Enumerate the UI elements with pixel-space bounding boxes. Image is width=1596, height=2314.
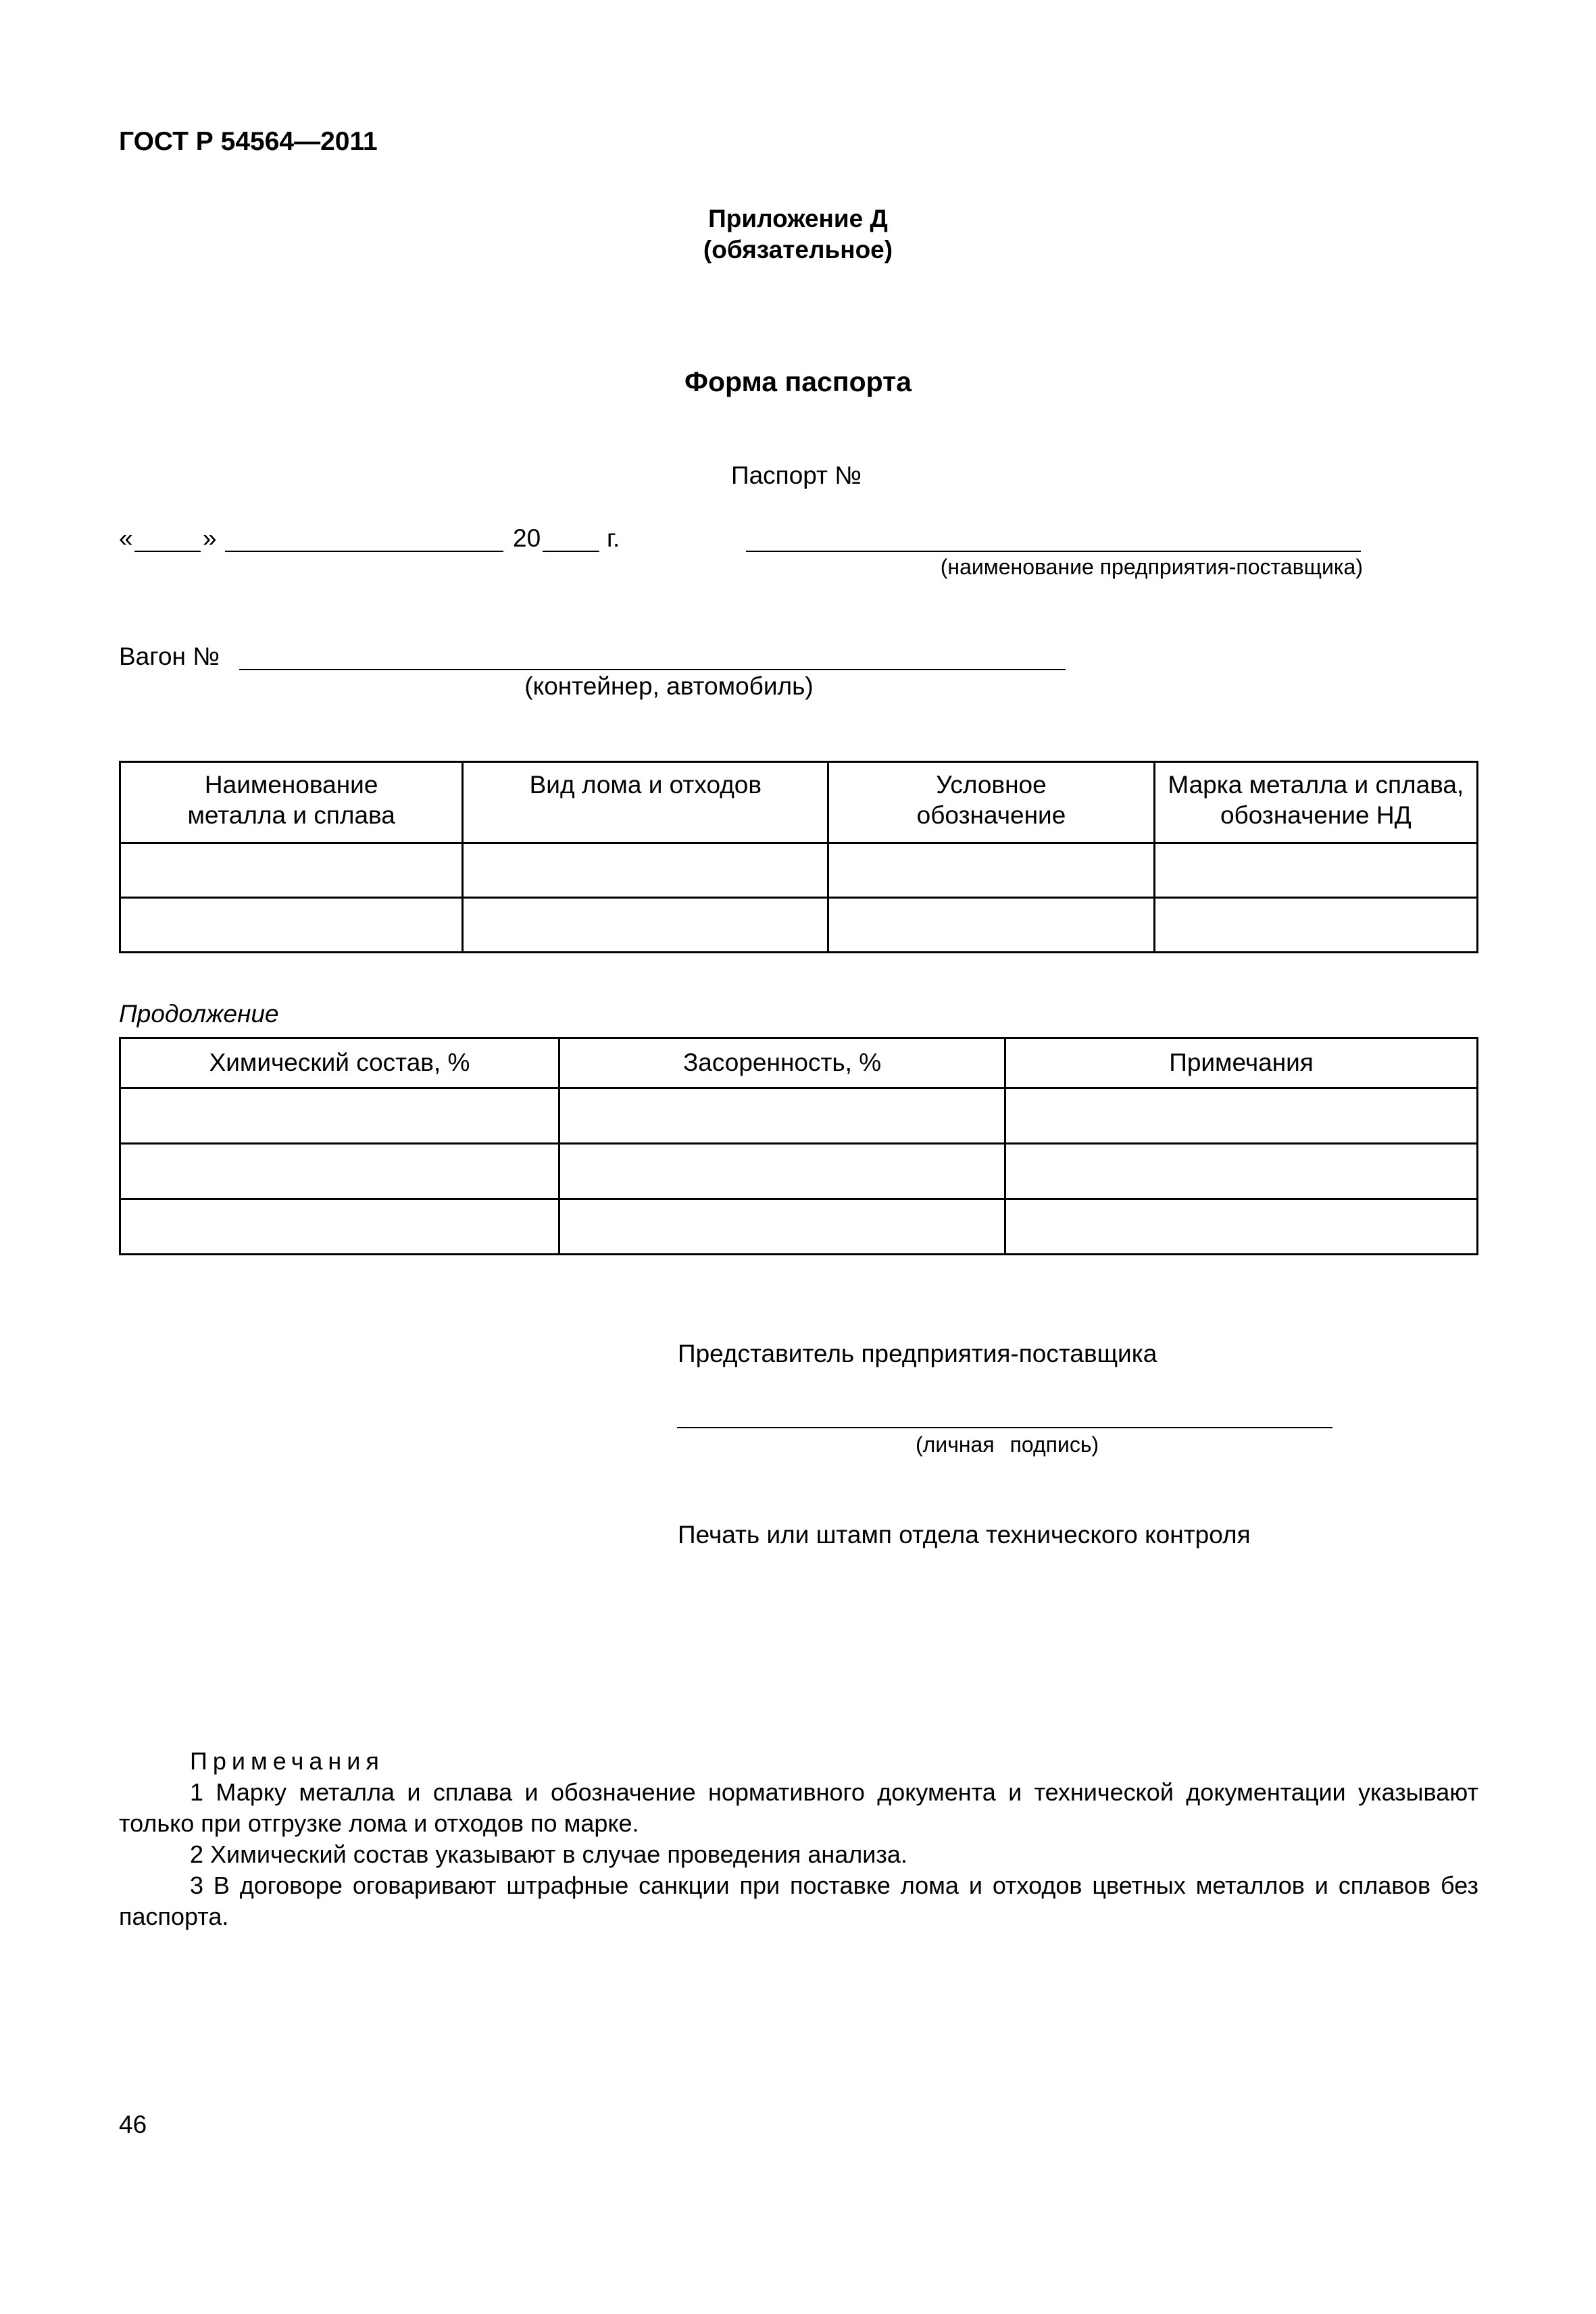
notes-heading: Примечания xyxy=(190,1747,384,1775)
table-cell[interactable] xyxy=(463,843,828,898)
table-cell[interactable] xyxy=(1154,843,1477,898)
table-row xyxy=(120,1199,1478,1255)
date-year-field[interactable] xyxy=(543,551,599,552)
note-item-2: 2 Химический состав указывают в случае проведения анализа. xyxy=(190,1840,907,1868)
col-header-metal-name-line2: металла и сплава xyxy=(187,801,395,829)
wagon-number-field[interactable] xyxy=(239,669,1066,670)
note-item-1: 1 Марку металла и сплава и обозначение нормативного документа и технической документации указывают только при отгрузке лома и отходов по марке. xyxy=(119,1778,1478,1837)
passport-table-main xyxy=(119,761,1478,953)
table2-header-row xyxy=(120,1038,1478,1088)
table-cell[interactable] xyxy=(463,898,828,953)
date-day-field[interactable] xyxy=(134,551,201,552)
table-cell[interactable] xyxy=(559,1199,1005,1255)
col-header-remarks: Примечания xyxy=(1005,1038,1478,1088)
table-cell[interactable] xyxy=(120,843,463,898)
table-cell[interactable] xyxy=(120,898,463,953)
col-header-chemical: Химический состав, % xyxy=(120,1038,559,1088)
date-close-quote: » xyxy=(203,524,217,552)
table-cell[interactable] xyxy=(1154,898,1477,953)
col-header-grade-nd-line1: Марка металла и сплава, xyxy=(1168,771,1464,799)
table-cell[interactable] xyxy=(120,1144,559,1199)
table-cell[interactable] xyxy=(828,898,1154,953)
date-year-suffix: г. xyxy=(607,524,620,552)
standard-designation: ГОСТ Р 54564—2011 xyxy=(119,127,378,156)
supplier-name-caption: (наименование предприятия-поставщика) xyxy=(940,555,1363,579)
col-header-grade-nd xyxy=(1154,762,1477,843)
table-row xyxy=(120,1088,1478,1144)
table-row xyxy=(120,1144,1478,1199)
col-header-scrap-type-line1: Вид лома и отходов xyxy=(529,771,762,799)
col-header-contamination: Засоренность, % xyxy=(559,1038,1005,1088)
note-item-3: 3 В договоре оговаривают штрафные санкции при поставке лома и отходов цветных металлов и сплавов без паспорта. xyxy=(119,1871,1478,1930)
form-title: Форма паспорта xyxy=(684,366,912,397)
table-cell[interactable] xyxy=(559,1088,1005,1144)
table-cell[interactable] xyxy=(1005,1144,1478,1199)
table-cell[interactable] xyxy=(559,1144,1005,1199)
appendix-status: (обязательное) xyxy=(703,236,893,263)
signature-field[interactable] xyxy=(677,1427,1332,1428)
table-cell[interactable] xyxy=(1005,1088,1478,1144)
date-year-prefix: 20 xyxy=(513,524,541,552)
col-header-designation-line1: Условное xyxy=(936,771,1047,799)
passport-table-continuation xyxy=(119,1037,1478,1255)
col-header-scrap-type xyxy=(463,762,828,843)
wagon-number-label: Вагон № xyxy=(119,643,220,670)
passport-number-label: Паспорт № xyxy=(731,461,862,489)
date-month-field[interactable] xyxy=(225,551,503,552)
page-number: 46 xyxy=(119,2111,147,2138)
representative-label: Представитель предприятия-поставщика xyxy=(678,1340,1157,1367)
col-header-designation xyxy=(828,762,1154,843)
table1-header-row xyxy=(120,762,1478,843)
stamp-label: Печать или штамп отдела технического контроля xyxy=(678,1521,1251,1549)
supplier-name-field[interactable] xyxy=(746,551,1361,552)
signature-caption: (личная подпись) xyxy=(916,1432,1099,1457)
col-header-metal-name-line1: Наименование xyxy=(204,771,378,799)
continuation-label: Продолжение xyxy=(119,1000,279,1028)
table-row xyxy=(120,898,1478,953)
wagon-caption: (контейнер, автомобиль) xyxy=(524,672,814,700)
table-row xyxy=(120,843,1478,898)
col-header-metal-name xyxy=(120,762,463,843)
col-header-grade-nd-line2: обозначение НД xyxy=(1220,801,1412,829)
date-open-quote: « xyxy=(119,524,133,552)
col-header-designation-line2: обозначение xyxy=(916,801,1066,829)
notes-section xyxy=(119,1746,1478,1932)
table-cell[interactable] xyxy=(1005,1199,1478,1255)
table-cell[interactable] xyxy=(120,1088,559,1144)
table-cell[interactable] xyxy=(120,1199,559,1255)
appendix-title: Приложение Д xyxy=(708,205,888,232)
table-cell[interactable] xyxy=(828,843,1154,898)
